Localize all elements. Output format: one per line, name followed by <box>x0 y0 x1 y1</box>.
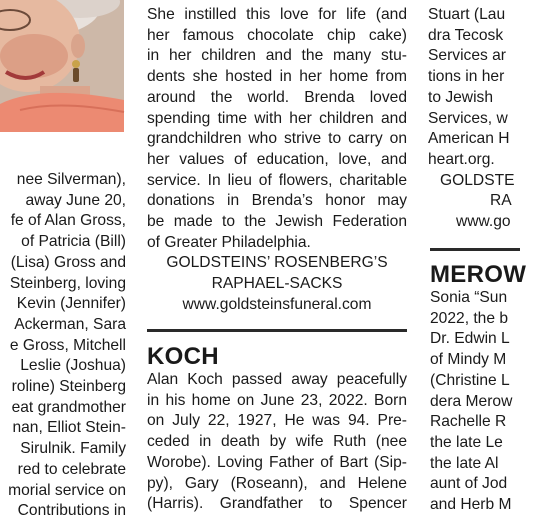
merow-text-line: (Christine L <box>430 371 510 389</box>
right-text-line: dra Tecosk <box>428 26 504 44</box>
body-text-line: service. In lieu of flowers, charitable <box>147 171 407 189</box>
body-text-line: donations in Brenda’s honor may <box>147 192 407 210</box>
left-text-line: Sirulnik. Family <box>20 440 126 458</box>
right-text-line: heart.org. <box>428 150 495 168</box>
funeral-home-line: RAPHAEL-SACKS <box>211 275 343 293</box>
funeral-home-line: GOLDSTEINS’ ROSENBERG’S <box>166 254 388 272</box>
right-funeral-home-line: RA <box>490 192 512 210</box>
merow-text-line: Dr. Edwin L <box>430 330 510 348</box>
koch-text-line: on July 22, 1927, He was 94. Pre- <box>147 412 407 430</box>
merow-text-line: dera Merow <box>430 392 513 410</box>
body-text-line: in her children and the many stu- <box>147 47 407 65</box>
body-text-line: dents she hosted in her home from <box>147 68 407 86</box>
left-text-line: away June 20, <box>25 191 126 209</box>
body-text-line: spending time with her children and <box>147 109 407 127</box>
body-text-line: She instilled this love for life (and <box>147 6 407 23</box>
right-text-line: Services ar <box>428 47 506 65</box>
body-text-line: her values of education, love, and <box>147 150 407 168</box>
merow-text-line: 2022, the b <box>430 309 509 327</box>
left-text-line: fe of Alan Gross, <box>10 212 126 230</box>
body-text-line: her famous chocolate chip cake) <box>147 26 407 44</box>
koch-text-line: py), Gary (Roseann), and Helene <box>147 474 407 492</box>
right-text-line: tions in her <box>428 68 505 86</box>
left-text-line: Steinberg, loving <box>9 274 126 292</box>
left-text-line: morial service on <box>8 481 126 499</box>
left-text-line: Kevin (Jennifer) <box>16 295 126 313</box>
body-text-line: around the world. Brenda loved <box>147 88 407 106</box>
right-text-line: American H <box>428 130 510 148</box>
portrait-image <box>0 0 124 132</box>
koch-heading: KOCH <box>147 343 219 370</box>
right-funeral-home-line: www.go <box>456 213 511 231</box>
merow-heading: MEROW <box>430 261 527 288</box>
merow-text-line: of Mindy M <box>430 351 507 369</box>
koch-text-line: (Harris). Grandfather to Spencer <box>147 495 407 513</box>
right-funeral-home-line: GOLDSTE <box>440 171 515 189</box>
koch-text-line: in his home on June 23, 2022. Born <box>147 391 407 409</box>
merow-text-line: Sonia “Sun <box>430 289 508 306</box>
right-text-line: Services, w <box>428 109 508 127</box>
body-text-line: be made to the Jewish Federation <box>147 213 407 231</box>
left-text-line: Leslie (Joshua) <box>20 357 126 375</box>
left-text-line: nan, Elliot Stein- <box>12 419 126 437</box>
right-column-text <box>428 5 548 233</box>
section-divider-right <box>430 248 520 251</box>
brenda-obituary-continued <box>147 5 407 316</box>
left-text-line: (Lisa) Gross and <box>10 253 126 271</box>
section-divider <box>147 329 407 332</box>
merow-obituary-text <box>430 288 550 516</box>
koch-text-line: ceded in death by wife Ruth (nee <box>147 433 407 451</box>
merow-text-line: the late Le <box>430 433 503 451</box>
koch-obituary-text <box>147 370 407 515</box>
right-text-line: to Jewish <box>428 88 494 106</box>
left-text-line: e Gross, Mitchell <box>9 336 126 354</box>
left-text-line: nee Silverman), <box>16 171 126 188</box>
left-text-line: roline) Steinberg <box>11 378 126 396</box>
obituary-photo <box>0 0 124 132</box>
left-text-line: eat grandmother <box>11 398 126 416</box>
body-text-line: grandchildren who strive to carry on <box>147 130 407 148</box>
left-column-text <box>0 170 126 520</box>
left-text-line: of Patricia (Bill) <box>21 233 126 251</box>
merow-text-line: the late Al <box>430 454 499 472</box>
left-text-line: Contributions in <box>17 502 126 520</box>
merow-text-line: and Herb M <box>430 496 512 514</box>
koch-text-line: Alan Koch passed away peacefully <box>147 371 407 388</box>
merow-text-line: Rachelle R <box>430 413 507 431</box>
koch-text-line: Worobe). Loving Father of Bart (Sip- <box>147 453 407 471</box>
body-text-line: of Greater Philadelphia. <box>147 233 311 251</box>
left-text-line: red to celebrate <box>17 460 126 478</box>
right-text-line: Stuart (Lau <box>428 6 506 23</box>
funeral-home-line: www.goldsteinsfuneral.com <box>182 295 372 313</box>
merow-text-line: aunt of Jod <box>430 475 508 493</box>
left-text-line: Ackerman, Sara <box>14 315 126 333</box>
